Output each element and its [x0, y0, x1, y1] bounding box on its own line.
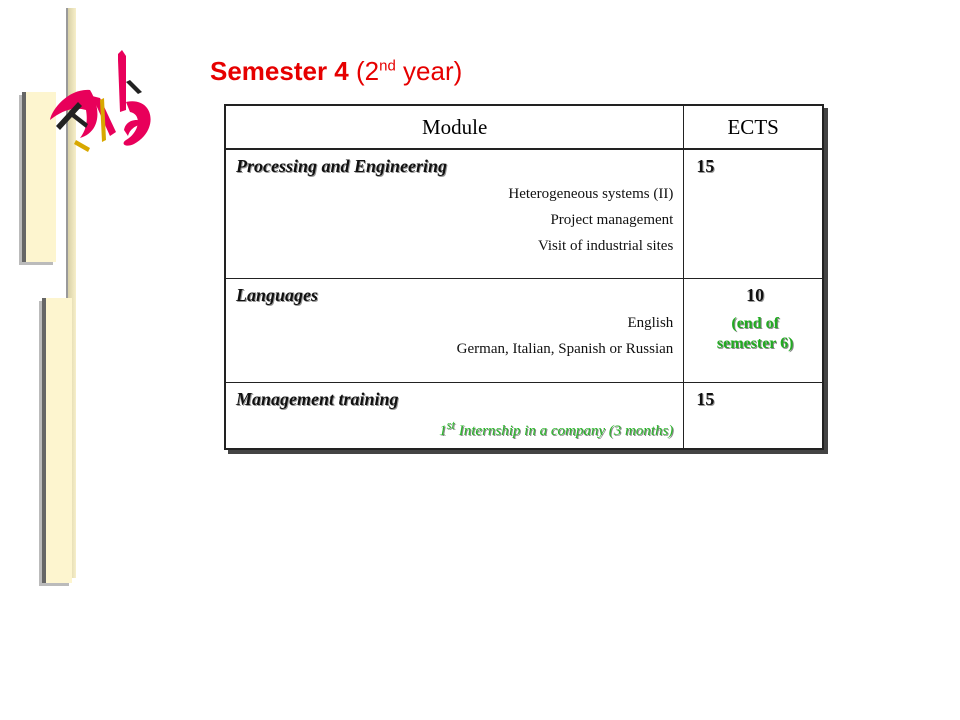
ects-value: 10 — [746, 285, 765, 305]
module-item: Project management — [550, 212, 674, 228]
header-module: Module — [225, 105, 684, 149]
table-row — [225, 149, 823, 279]
module-item: German, Italian, Spanish or Russian — [456, 341, 674, 357]
school-logo-icon — [30, 40, 160, 160]
header-ects: ECTS — [684, 105, 823, 149]
module-name: Processing and Engineering — [236, 156, 448, 176]
internship-text: Internship in a company (3 months) — [455, 423, 674, 439]
title-year-sup: nd — [379, 57, 396, 75]
ects-value: 15 — [696, 389, 715, 409]
internship-ordinal-sup: st — [446, 418, 455, 432]
module-item — [236, 414, 673, 442]
page-title — [210, 56, 462, 87]
module-item: Heterogeneous systems (II) — [508, 186, 674, 202]
module-cell — [225, 383, 684, 450]
module-item: Visit of industrial sites — [537, 238, 674, 254]
internship-ordinal: 1 — [439, 423, 447, 439]
modules-table — [224, 104, 824, 450]
module-name: Management training — [236, 389, 399, 409]
module-cell — [225, 279, 684, 383]
title-year-suffix: year) — [395, 56, 463, 86]
module-name: Languages — [236, 285, 319, 305]
ects-cell — [684, 279, 823, 383]
ects-cell — [684, 149, 823, 279]
title-year-prefix: (2 — [348, 56, 380, 86]
ects-cell — [684, 383, 823, 450]
decorative-bar-bottom — [42, 298, 72, 583]
ects-note — [696, 314, 814, 354]
module-cell — [225, 149, 684, 279]
title-semester: Semester 4 — [210, 56, 349, 86]
table-row — [225, 279, 823, 383]
module-item: English — [627, 315, 674, 331]
ects-note-line: semester 6) — [716, 335, 794, 352]
table-header-row — [225, 105, 823, 149]
ects-value: 15 — [696, 156, 715, 176]
ects-note-line: (end of — [731, 315, 779, 332]
table-row — [225, 383, 823, 450]
